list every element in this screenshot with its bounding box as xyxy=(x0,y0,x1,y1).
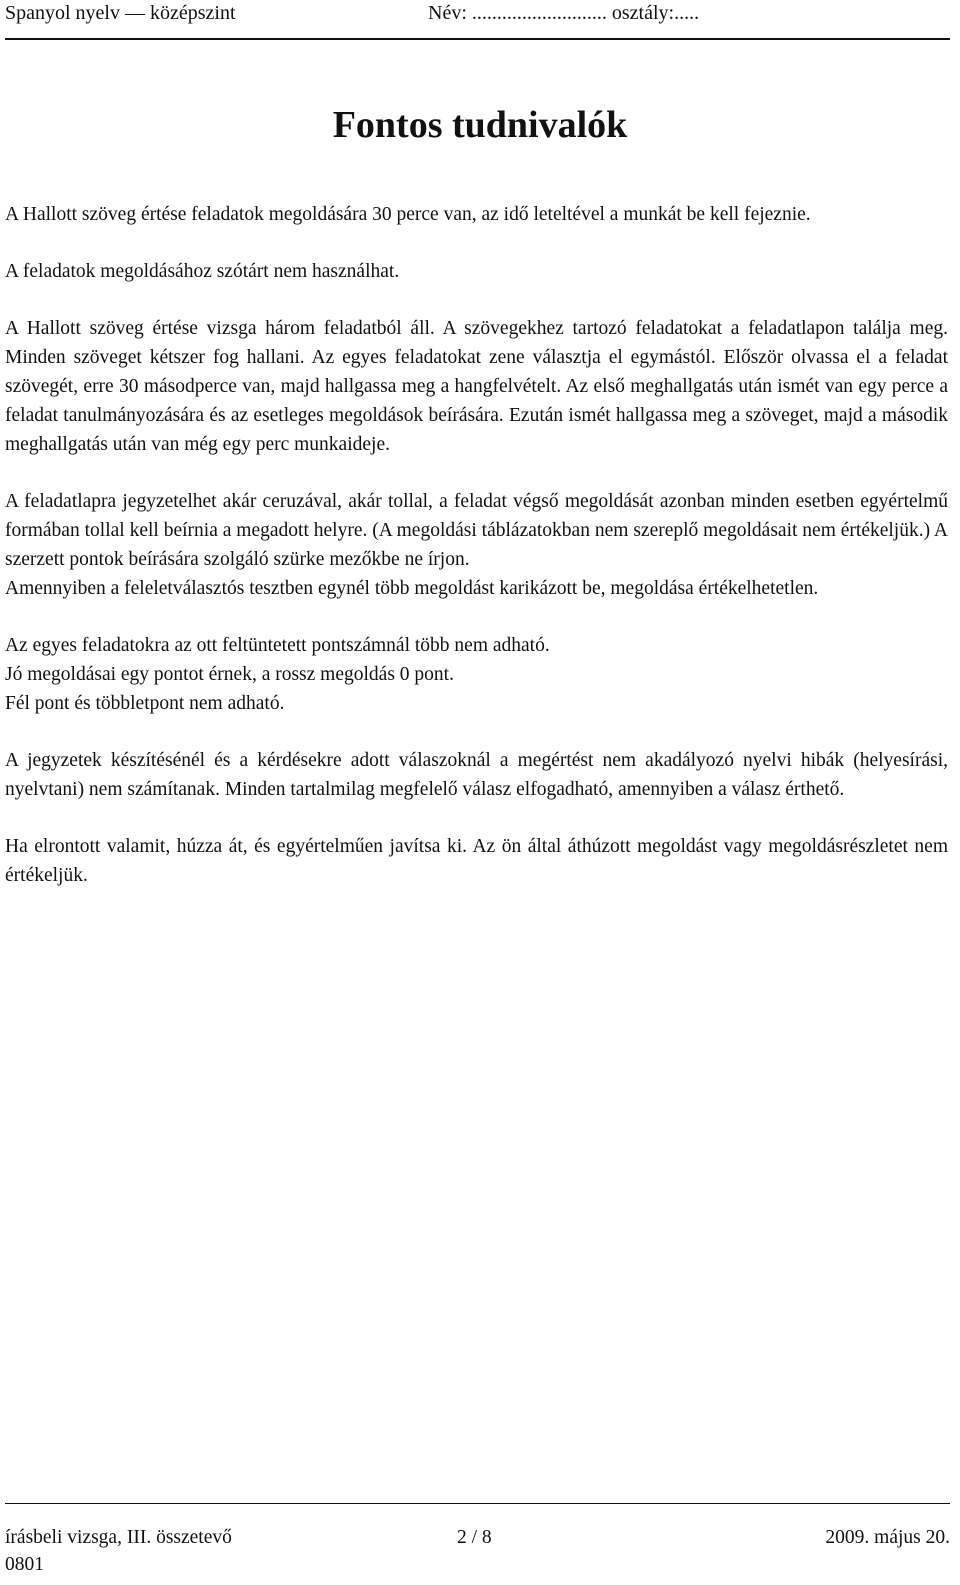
paragraph-multiple-choice: Amennyiben a feleletválasztós tesztben egynél több megoldást karikázott be, megoldása értékelhetetlen. xyxy=(5,578,819,599)
paragraph-dictionary: A feladatok megoldásához szótárt nem használhat. xyxy=(5,261,400,282)
paragraph-points-max: Az egyes feladatokra az ott feltüntetett pontszámnál több nem adható. xyxy=(5,635,550,656)
paragraph-points-correct: Jó megoldásai egy pontot érnek, a rossz megoldás 0 pont. xyxy=(5,664,454,685)
footer-code: 0801 xyxy=(5,1554,44,1575)
instructions-body xyxy=(5,200,948,890)
page-header xyxy=(5,0,950,29)
footer-divider xyxy=(5,1503,950,1504)
footer-page-number: 2 / 8 xyxy=(457,1527,492,1548)
paragraph-points-half: Fél pont és többletpont nem adható. xyxy=(5,693,285,714)
paragraph-language-errors: A jegyzetek készítésénél és a kérdésekre adott válaszoknál a megértést nem akadályozó nyelvi hibák (helyesírási, nyelvtani) nem számítanak. Minden tartalmilag megfelelő válasz elfogadható, amennyiben a válasz érthető. xyxy=(5,750,948,800)
header-subject: Spanyol nyelv — középszint xyxy=(5,2,236,24)
header-name-and-class: Név: ........................... osztály:..... xyxy=(428,2,700,24)
footer-date: 2009. május 20. xyxy=(825,1527,950,1548)
paragraph-time-limit: A Hallott szöveg értése feladatok megoldására 30 perce van, az idő leteltével a munkát be kell fejeznie. xyxy=(5,204,811,225)
footer-exam-part: írásbeli vizsga, III. összetevő xyxy=(5,1527,232,1548)
paragraph-exam-structure: A Hallott szöveg értése vizsga három feladatból áll. A szövegekhez tartozó feladatokat a feladatlapon találja meg. Minden szöveget kétszer fog hallani. Az egyes feladatokat zene választja el egymástól. Először olvassa el a feladat szövegét, erre 30 másodperce van, majd hallgassa meg a hangfelvételt. Az első meghallgatás után ismét van egy perce a feladat tanulmányozására és az esetleges megoldások beírására. Ezután ismét hallgassa meg a szöveget, majd a második meghallgatás után van még egy perc munkaideje. xyxy=(5,318,948,455)
paragraph-notes-pen: A feladatlapra jegyzetelhet akár ceruzával, akár tollal, a feladat végső megoldását azonban minden esetben egyértelmű formában tollal kell beírnia a megadott helyre. (A megoldási táblázatokban nem szereplő megoldásait nem értékeljük.) A szerzett pontok beírására szolgáló szürke mezőkbe ne írjon. xyxy=(5,491,948,570)
header-divider xyxy=(5,38,950,40)
paragraph-corrections: Ha elrontott valamit, húzza át, és egyértelműen javítsa ki. Az ön által áthúzott megoldást vagy megoldásrészletet nem értékeljük. xyxy=(5,836,948,886)
page-title: Fontos tudnivalók xyxy=(332,104,628,146)
